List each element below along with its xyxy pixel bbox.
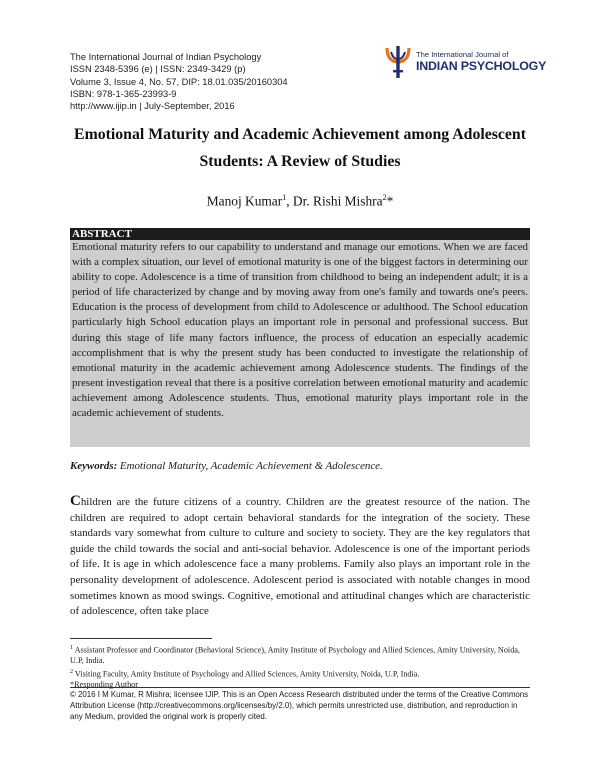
footnote-2-text: Visiting Faculty, Amity Institute of Psychology and Allied Sciences, Amity University, Noida, U.P, India. xyxy=(73,669,420,679)
header-journal-name: The International Journal of Indian Psychology xyxy=(70,52,262,62)
author-line xyxy=(60,193,540,209)
logo-small-text: The International Journal of xyxy=(416,50,509,59)
author-1: Manoj Kumar xyxy=(206,193,283,209)
footnote-1-mark: 1 xyxy=(70,645,73,651)
title-line-1: Emotional Maturity and Academic Achievement among Adolescent xyxy=(74,126,526,143)
author-2-affiliation: 2 xyxy=(382,193,387,202)
author-2: Dr. Rishi Mishra xyxy=(292,193,383,209)
responding-author-note: *Responding Author xyxy=(70,680,139,690)
author-1-affiliation: 1 xyxy=(282,193,287,202)
footnote-1-text: Assistant Professor and Coordinator (Behavioral Science), Amity Institute of Psychology and Allied Sciences, Amity University, Noida, U.P, India. xyxy=(70,645,520,666)
footnotes xyxy=(70,643,530,691)
abstract-text: Emotional maturity refers to our capability to understand and manage our emotions. When we are faced with a complex situation, our level of emotional maturity is one of the biggest factors in determining our ability to cope. Adolescence is a time of transition from childhood to being an independent adult; it is a period of life characterized by change and by moving away from one's family and towards one's peers. Education is the process of development from child to Adolescence or adulthood. The School education particularly high School education plays an important role in personal and professional success. But during this stage of life many factors influence, the process of education an especially academic accomplishment that is why the present study has been conducted to investigate the relationship of emotional maturity in the academic achievement among Adolescence students. The findings of the present investigation reveal that there is a positive correlation between emotional maturity and academic achievement among Adolescence students. Thus, emotional maturity plays important role in the academic achievement of students. xyxy=(70,240,530,447)
header-issn: ISSN 2348-5396 (e) | ISSN: 2349-3429 (p) xyxy=(70,64,246,75)
header-isbn: ISBN: 978-1-365-23993-9 xyxy=(70,88,177,99)
footnote-2 xyxy=(70,667,530,680)
abstract-heading: ABSTRACT xyxy=(70,228,530,240)
logo-big-text: INDIAN PSYCHOLOGY xyxy=(416,59,547,73)
body-paragraph xyxy=(70,494,530,620)
journal-header xyxy=(70,51,330,112)
trident-logo-icon xyxy=(383,44,413,80)
keywords-line xyxy=(70,460,530,472)
title-line-2: Students: A Review of Studies xyxy=(199,153,401,170)
paper-title xyxy=(60,121,540,175)
keywords-label: Keywords: xyxy=(70,460,118,472)
license-text: © 2016 I M Kumar, R Mishra; licensee IJIP. This is an Open Access Research distributed under the terms of the Creative Commons Attribution License (http://creativecommons.org/licenses/by/2.0), which permits unrestricted use, distribution, and reproduction in any Medium, provided the original work is properly cited. xyxy=(70,690,529,722)
body-text: hildren are the future citizens of a country. Children are the greatest resource of the nation. The children are required to adopt certain behavioral standards for the integration of the society. These standards vary somewhat from culture to culture and society to society. They are the key regulators that guide the child towards the social and anti-social behavior. Adolescence is one of the important periods of life. It is age in which adolescence face a many problems. Family also plays an important role in the personality development of adolescence. Adolescent period is associated with notable changes in mood sometimes known as mood swings. Cognitive, emotional and attitudinal changes which are characteristic of adolescence, often take place xyxy=(70,496,530,618)
keywords-text: Emotional Maturity, Academic Achievement & Adolescence. xyxy=(117,460,383,472)
footnote-divider xyxy=(70,638,212,639)
footnote-2-mark: 2 xyxy=(70,668,73,675)
license-divider xyxy=(70,687,530,688)
corresponding-marker: * xyxy=(386,193,394,209)
header-url-date: http://www.ijip.in | July-September, 2016 xyxy=(70,101,235,112)
journal-logo xyxy=(383,44,547,80)
drop-cap: C xyxy=(70,493,81,509)
footnote-1 xyxy=(70,643,530,667)
header-volume: Volume 3, Issue 4, No. 57, DIP: 18.01.035/20160304 xyxy=(70,76,288,87)
author-separator: , xyxy=(286,193,293,209)
